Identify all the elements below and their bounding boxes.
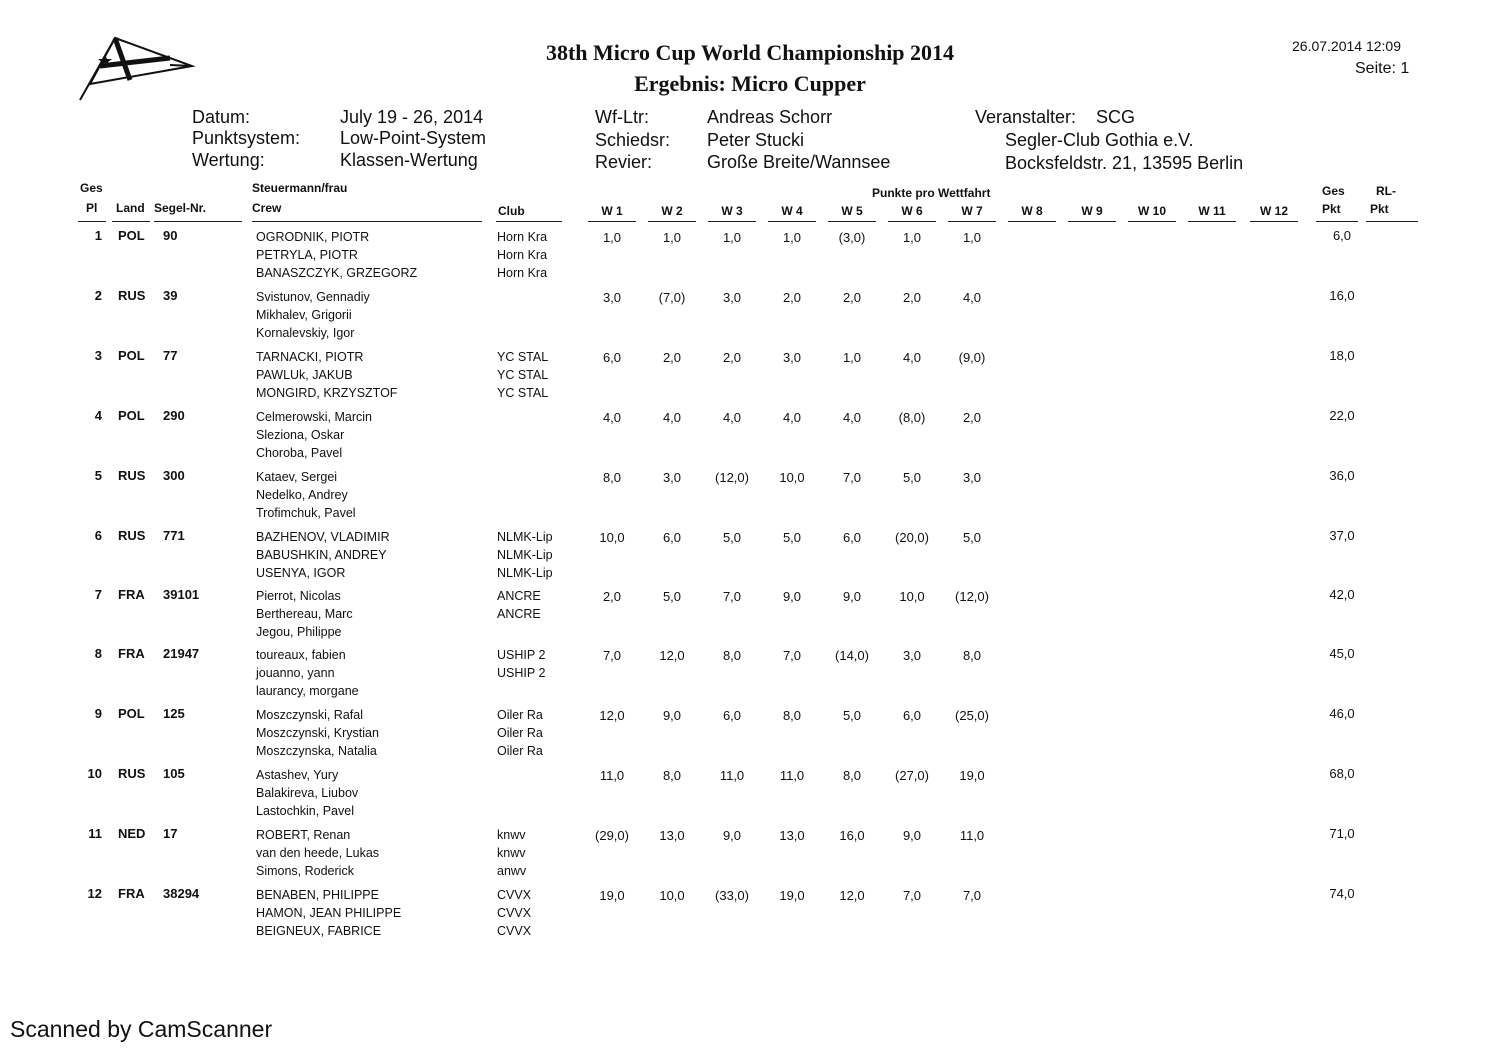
col-land: Land bbox=[116, 201, 145, 215]
crew-member: Moszczynski, Rafal bbox=[256, 708, 363, 722]
place-cell: 4 bbox=[94, 408, 102, 423]
place-cell: 1 bbox=[94, 228, 102, 243]
total-points-cell: 6,0 bbox=[1332, 228, 1352, 243]
total-points-cell: 22,0 bbox=[1329, 408, 1355, 423]
crew-member: Kornalevskiy, Igor bbox=[256, 326, 355, 340]
country-cell: POL bbox=[118, 706, 145, 721]
crew-member: Balakireva, Liubov bbox=[256, 786, 359, 800]
race-score-cell: 10,0 bbox=[659, 888, 685, 903]
race-score-cell: 4,0 bbox=[962, 290, 982, 305]
race-score-cell: 19,0 bbox=[959, 768, 985, 783]
col-race-8: W 8 bbox=[1021, 204, 1043, 218]
race-score-cell: 13,0 bbox=[659, 828, 685, 843]
race-score-cell: 4,0 bbox=[902, 350, 922, 365]
col-race-4: W 4 bbox=[781, 204, 803, 218]
race-score-cell: 3,0 bbox=[722, 290, 742, 305]
crew-member: Nedelko, Andrey bbox=[256, 488, 348, 502]
race-score-cell: 8,0 bbox=[962, 648, 982, 663]
race-score-cell: 1,0 bbox=[722, 230, 742, 245]
race-score-cell: 8,0 bbox=[782, 708, 802, 723]
race-score-cell: 7,0 bbox=[842, 470, 862, 485]
club-cell: Oiler Ra bbox=[497, 708, 543, 722]
race-score-cell: 3,0 bbox=[602, 290, 622, 305]
crew-member: Celmerowski, Marcin bbox=[256, 410, 372, 424]
race-score-cell: 6,0 bbox=[602, 350, 622, 365]
race-score-cell: 19,0 bbox=[779, 888, 805, 903]
race-score-cell: 2,0 bbox=[782, 290, 802, 305]
club-cell: knwv bbox=[497, 828, 526, 842]
club-cell: YC STAL bbox=[497, 386, 549, 400]
club-cell: ANCRE bbox=[497, 589, 541, 603]
place-cell: 12 bbox=[87, 886, 102, 901]
race-score-cell: 12,0 bbox=[599, 708, 625, 723]
col-race-5: W 5 bbox=[841, 204, 863, 218]
sail-number-cell: 77 bbox=[163, 348, 178, 363]
race-score-cell: 11,0 bbox=[719, 768, 745, 783]
sail-number-cell: 21947 bbox=[163, 646, 200, 661]
veranstalter-label: Veranstalter: bbox=[975, 107, 1077, 127]
race-score-cell: 9,0 bbox=[842, 589, 862, 604]
race-score-cell: 3,0 bbox=[662, 470, 682, 485]
race-score-cell: 8,0 bbox=[842, 768, 862, 783]
wf-value: Andreas Schorr bbox=[707, 107, 833, 127]
sail-number-cell: 39101 bbox=[163, 587, 200, 602]
place-cell: 9 bbox=[94, 706, 102, 721]
veranstalter-value: SCG bbox=[1096, 107, 1136, 127]
col-rl: RL- bbox=[1376, 184, 1396, 198]
place-cell: 11 bbox=[88, 826, 102, 841]
race-score-cell: 11,0 bbox=[959, 828, 985, 843]
col-race-9: W 9 bbox=[1081, 204, 1103, 218]
total-points-cell: 16,0 bbox=[1329, 288, 1355, 303]
crew-member: PETRYLA, PIOTR bbox=[256, 248, 358, 262]
club-cell: Horn Kra bbox=[497, 266, 548, 280]
race-score-cell: 6,0 bbox=[902, 708, 922, 723]
race-score-cell: 9,0 bbox=[662, 708, 682, 723]
race-score-cell: 5,0 bbox=[662, 589, 682, 604]
race-score-cell: 2,0 bbox=[602, 589, 622, 604]
punktsystem-value: Low-Point-System bbox=[340, 128, 487, 148]
col-race-10: W 10 bbox=[1137, 204, 1166, 218]
club-address: Bocksfeldstr. 21, 13595 Berlin bbox=[1005, 153, 1244, 173]
sail-number-cell: 125 bbox=[163, 706, 185, 721]
crew-member: Astashev, Yury bbox=[256, 768, 339, 782]
place-cell: 6 bbox=[94, 528, 102, 543]
race-score-cell: (7,0) bbox=[658, 290, 686, 305]
schiedsr-value: Peter Stucki bbox=[707, 130, 805, 150]
scanner-watermark: Scanned by CamScanner bbox=[10, 1016, 273, 1042]
club-cell: CVVX bbox=[497, 888, 532, 902]
race-score-cell: 2,0 bbox=[962, 410, 982, 425]
race-score-cell: 19,0 bbox=[599, 888, 625, 903]
col-pkt: Pkt bbox=[1322, 202, 1341, 216]
race-score-cell: 2,0 bbox=[662, 350, 682, 365]
race-score-cell: (20,0) bbox=[895, 530, 929, 545]
race-score-cell: 8,0 bbox=[662, 768, 682, 783]
race-score-cell: 6,0 bbox=[842, 530, 862, 545]
wertung-label: Wertung: bbox=[192, 150, 265, 170]
club-cell: USHIP 2 bbox=[497, 648, 546, 662]
col-rl-pkt: Pkt bbox=[1370, 202, 1389, 216]
total-points-cell: 68,0 bbox=[1329, 766, 1355, 781]
page-number: Seite: 1 bbox=[1355, 60, 1410, 77]
col-race-12: W 12 bbox=[1259, 204, 1288, 218]
col-crew: Crew bbox=[252, 201, 282, 215]
race-score-cell: 2,0 bbox=[842, 290, 862, 305]
crew-member: Lastochkin, Pavel bbox=[256, 804, 354, 818]
crew-member: Moszczynski, Krystian bbox=[256, 726, 379, 740]
total-points-cell: 71,0 bbox=[1329, 826, 1355, 841]
club-cell: YC STAL bbox=[497, 368, 549, 382]
print-datetime: 26.07.2014 12:09 bbox=[1292, 38, 1401, 54]
race-score-cell: (29,0) bbox=[595, 828, 629, 843]
race-score-cell: 6,0 bbox=[722, 708, 742, 723]
col-race-11: W 11 bbox=[1198, 204, 1226, 218]
total-points-cell: 37,0 bbox=[1329, 528, 1355, 543]
race-score-cell: 3,0 bbox=[782, 350, 802, 365]
country-cell: POL bbox=[118, 348, 145, 363]
col-ges-total: Ges bbox=[1322, 184, 1345, 198]
total-points-cell: 18,0 bbox=[1329, 348, 1355, 363]
race-score-cell: 4,0 bbox=[602, 410, 622, 425]
total-points-cell: 42,0 bbox=[1329, 587, 1355, 602]
crew-member: Simons, Roderick bbox=[256, 864, 354, 878]
crew-member: BAZHENOV, VLADIMIR bbox=[256, 530, 390, 544]
crew-member: Pierrot, Nicolas bbox=[256, 589, 341, 603]
club-cell: USHIP 2 bbox=[497, 666, 546, 680]
club-cell: CVVX bbox=[497, 906, 532, 920]
crew-member: van den heede, Lukas bbox=[256, 846, 380, 860]
race-score-cell: 1,0 bbox=[602, 230, 622, 245]
race-score-cell: 10,0 bbox=[899, 589, 925, 604]
crew-member: BEIGNEUX, FABRICE bbox=[256, 924, 382, 938]
club-cell: Oiler Ra bbox=[497, 726, 543, 740]
race-score-cell: 7,0 bbox=[902, 888, 922, 903]
race-score-cell: 16,0 bbox=[839, 828, 865, 843]
crew-member: HAMON, JEAN PHILIPPE bbox=[256, 906, 402, 920]
race-score-cell: 10,0 bbox=[779, 470, 805, 485]
race-score-cell: 2,0 bbox=[722, 350, 742, 365]
race-score-cell: (25,0) bbox=[955, 708, 989, 723]
crew-member: OGRODNIK, PIOTR bbox=[256, 230, 370, 244]
race-score-cell: 3,0 bbox=[962, 470, 982, 485]
race-score-cell: 5,0 bbox=[962, 530, 982, 545]
race-score-cell: 1,0 bbox=[902, 230, 922, 245]
race-score-cell: 4,0 bbox=[722, 410, 742, 425]
punktsystem-label: Punktsystem: bbox=[192, 128, 301, 148]
race-score-cell: (3,0) bbox=[838, 230, 866, 245]
col-race-2: W 2 bbox=[661, 204, 683, 218]
crew-member: laurancy, morgane bbox=[256, 684, 359, 698]
race-score-cell: 6,0 bbox=[662, 530, 682, 545]
club-cell: YC STAL bbox=[497, 350, 549, 364]
race-score-cell: 1,0 bbox=[662, 230, 682, 245]
club-cell: Oiler Ra bbox=[497, 744, 543, 758]
race-score-cell: 5,0 bbox=[902, 470, 922, 485]
club-cell: knwv bbox=[497, 846, 526, 860]
race-score-cell: 9,0 bbox=[722, 828, 742, 843]
country-cell: RUS bbox=[118, 528, 146, 543]
race-score-cell: (27,0) bbox=[895, 768, 929, 783]
race-score-cell: 12,0 bbox=[839, 888, 865, 903]
crew-member: BANASZCZYK, GRZEGORZ bbox=[256, 266, 418, 280]
race-score-cell: 10,0 bbox=[599, 530, 625, 545]
datum-value: July 19 - 26, 2014 bbox=[340, 107, 484, 127]
race-score-cell: 5,0 bbox=[722, 530, 742, 545]
revier-value: Große Breite/Wannsee bbox=[707, 152, 891, 172]
crew-member: ROBERT, Renan bbox=[256, 828, 351, 842]
crew-member: Moszczynska, Natalia bbox=[256, 744, 377, 758]
race-score-cell: (12,0) bbox=[715, 470, 749, 485]
race-score-cell: 9,0 bbox=[902, 828, 922, 843]
race-score-cell: 13,0 bbox=[779, 828, 805, 843]
country-cell: RUS bbox=[118, 288, 146, 303]
crew-member: Sleziona, Oskar bbox=[256, 428, 345, 442]
col-race-3: W 3 bbox=[721, 204, 743, 218]
col-segel: Segel-Nr. bbox=[154, 201, 207, 215]
race-score-cell: 1,0 bbox=[782, 230, 802, 245]
col-punkte: Punkte pro Wettfahrt bbox=[872, 186, 991, 200]
col-pl: Pl bbox=[86, 201, 98, 215]
race-score-cell: (14,0) bbox=[835, 648, 869, 663]
race-score-cell: (8,0) bbox=[898, 410, 926, 425]
crew-member: TARNACKI, PIOTR bbox=[256, 350, 364, 364]
total-points-cell: 74,0 bbox=[1329, 886, 1355, 901]
col-race-1: W 1 bbox=[601, 204, 623, 218]
total-points-cell: 46,0 bbox=[1329, 706, 1355, 721]
crew-member: Berthereau, Marc bbox=[256, 607, 353, 621]
crew-member: BENABEN, PHILIPPE bbox=[256, 888, 379, 902]
crew-member: Jegou, Philippe bbox=[256, 625, 342, 639]
race-score-cell: 4,0 bbox=[662, 410, 682, 425]
col-steuermann: Steuermann/frau bbox=[252, 181, 348, 195]
club-cell: Horn Kra bbox=[497, 248, 548, 262]
race-score-cell: (12,0) bbox=[955, 589, 989, 604]
crew-member: USENYA, IGOR bbox=[256, 566, 346, 580]
place-cell: 5 bbox=[94, 468, 102, 483]
place-cell: 10 bbox=[87, 766, 102, 781]
race-score-cell: 2,0 bbox=[902, 290, 922, 305]
sail-number-cell: 300 bbox=[163, 468, 185, 483]
wf-label: Wf-Ltr: bbox=[595, 107, 649, 127]
race-score-cell: 3,0 bbox=[902, 648, 922, 663]
race-score-cell: 7,0 bbox=[602, 648, 622, 663]
col-race-7: W 7 bbox=[961, 204, 983, 218]
club-cell: anwv bbox=[497, 864, 527, 878]
col-club: Club bbox=[498, 204, 525, 218]
total-points-cell: 45,0 bbox=[1329, 646, 1355, 661]
race-score-cell: 11,0 bbox=[779, 768, 805, 783]
country-cell: POL bbox=[118, 408, 145, 423]
total-points-cell: 36,0 bbox=[1329, 468, 1355, 483]
club-cell: CVVX bbox=[497, 924, 532, 938]
race-score-cell: 1,0 bbox=[842, 350, 862, 365]
page-title: 38th Micro Cup World Championship 2014 bbox=[545, 40, 955, 65]
country-cell: FRA bbox=[118, 587, 145, 602]
sail-number-cell: 17 bbox=[163, 826, 178, 841]
sail-number-cell: 290 bbox=[163, 408, 185, 423]
race-score-cell: 12,0 bbox=[659, 648, 685, 663]
sail-number-cell: 90 bbox=[163, 228, 178, 243]
schiedsr-label: Schiedsr: bbox=[595, 130, 671, 150]
col-race-6: W 6 bbox=[901, 204, 923, 218]
sail-number-cell: 38294 bbox=[163, 886, 200, 901]
crew-member: Choroba, Pavel bbox=[256, 446, 343, 460]
country-cell: NED bbox=[118, 826, 146, 841]
sail-number-cell: 39 bbox=[163, 288, 178, 303]
race-score-cell: 1,0 bbox=[962, 230, 982, 245]
club-cell: NLMK-Lip bbox=[497, 566, 553, 580]
race-score-cell: 4,0 bbox=[842, 410, 862, 425]
club-cell: NLMK-Lip bbox=[497, 548, 553, 562]
crew-member: toureaux, fabien bbox=[256, 648, 346, 662]
crew-member: MONGIRD, KRZYSZTOF bbox=[256, 386, 398, 400]
crew-member: jouanno, yann bbox=[256, 666, 335, 680]
race-score-cell: 7,0 bbox=[782, 648, 802, 663]
country-cell: POL bbox=[118, 228, 145, 243]
club-cell: Horn Kra bbox=[497, 230, 548, 244]
club-pennant-logo bbox=[70, 32, 200, 104]
race-score-cell: (9,0) bbox=[958, 350, 986, 365]
page-subtitle: Ergebnis: Micro Cupper bbox=[634, 71, 866, 96]
country-cell: RUS bbox=[118, 468, 146, 483]
race-score-cell: 8,0 bbox=[722, 648, 742, 663]
place-cell: 8 bbox=[94, 646, 102, 661]
race-score-cell: (33,0) bbox=[715, 888, 749, 903]
sail-number-cell: 771 bbox=[163, 528, 185, 543]
crew-member: BABUSHKIN, ANDREY bbox=[256, 548, 387, 562]
place-cell: 3 bbox=[94, 348, 102, 363]
race-score-cell: 4,0 bbox=[782, 410, 802, 425]
club-name: Segler-Club Gothia e.V. bbox=[1005, 130, 1194, 150]
place-cell: 7 bbox=[94, 587, 102, 602]
race-score-cell: 7,0 bbox=[722, 589, 742, 604]
race-score-cell: 5,0 bbox=[842, 708, 862, 723]
club-cell: NLMK-Lip bbox=[497, 530, 553, 544]
crew-member: Svistunov, Gennadiy bbox=[256, 290, 370, 304]
crew-member: Trofimchuk, Pavel bbox=[256, 506, 356, 520]
country-cell: FRA bbox=[118, 646, 145, 661]
race-score-cell: 8,0 bbox=[602, 470, 622, 485]
datum-label: Datum: bbox=[192, 107, 251, 127]
col-ges: Ges bbox=[80, 181, 103, 195]
race-score-cell: 7,0 bbox=[962, 888, 982, 903]
race-score-cell: 9,0 bbox=[782, 589, 802, 604]
country-cell: RUS bbox=[118, 766, 146, 781]
race-score-cell: 11,0 bbox=[599, 768, 625, 783]
crew-member: Mikhalev, Grigorii bbox=[256, 308, 352, 322]
country-cell: FRA bbox=[118, 886, 145, 901]
crew-member: PAWLUk, JAKUB bbox=[256, 368, 353, 382]
revier-label: Revier: bbox=[595, 152, 653, 172]
club-cell: ANCRE bbox=[497, 607, 541, 621]
crew-member: Kataev, Sergei bbox=[256, 470, 338, 484]
wertung-value: Klassen-Wertung bbox=[340, 150, 478, 170]
place-cell: 2 bbox=[94, 288, 102, 303]
race-score-cell: 5,0 bbox=[782, 530, 802, 545]
sail-number-cell: 105 bbox=[163, 766, 185, 781]
